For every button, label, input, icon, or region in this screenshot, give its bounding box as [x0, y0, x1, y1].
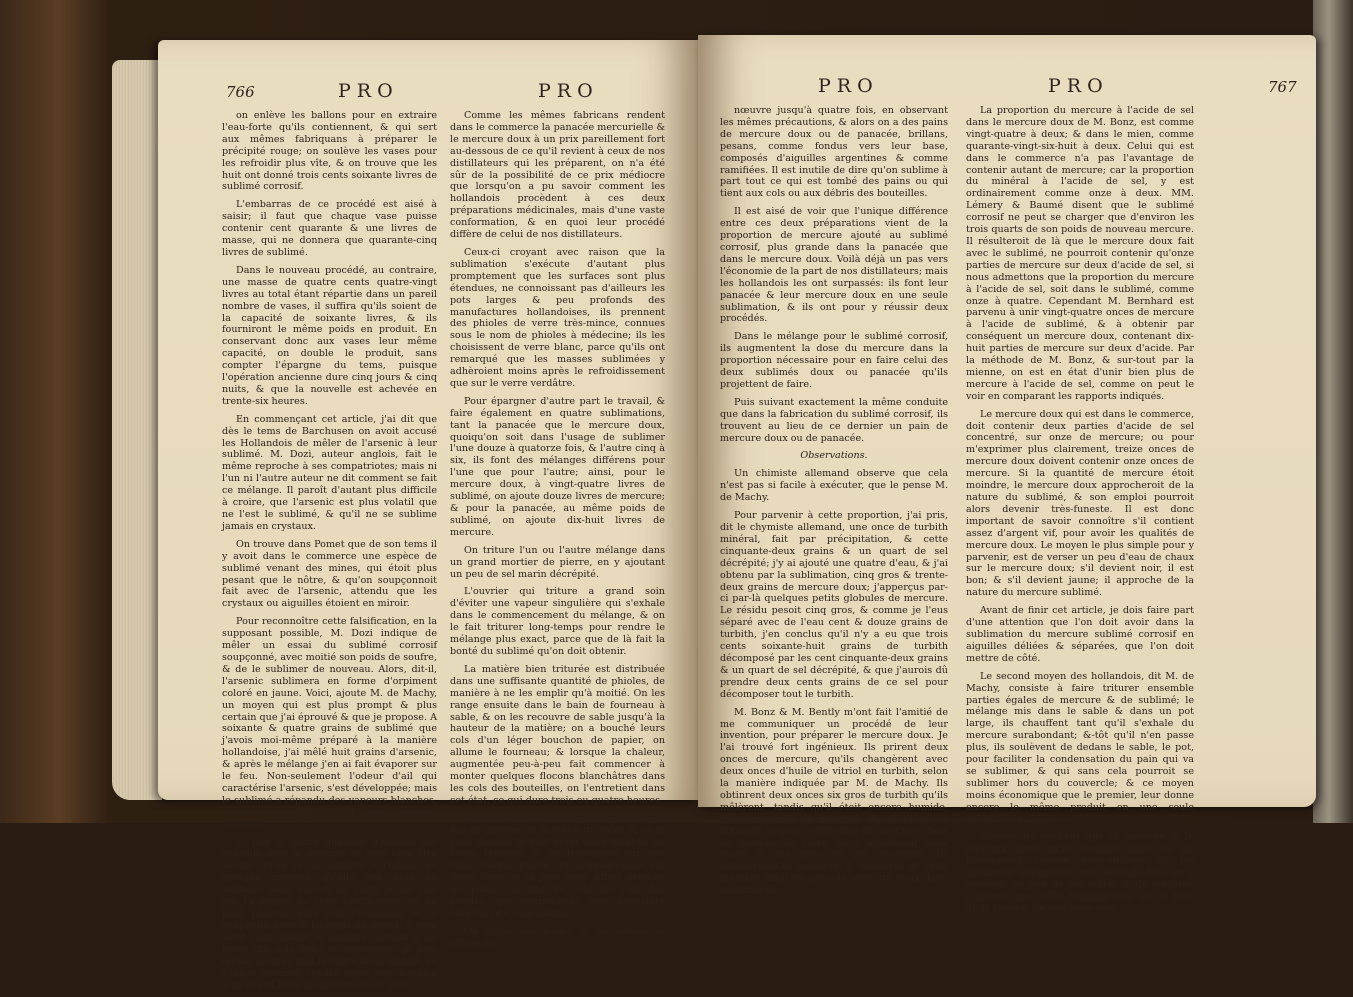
paragraph: Pour reconnoître cette falsification, en la supposant possible, M. Dozi indique de mêler un essai du sublimé corrosif soupçonné, avec moitié son poids de soufre, & de le sublimer de nouveau. Alors, dit-il, l'arsenic sublimera en forme d'orpiment coloré en jaune. Voici, ajoute M. de Machy, un moyen qui est plus prompt & plus certain que j'ai éprouvé & que je propose. A soixante & quatre grains de sublimé que j'avois moi-même préparé à la manière hollandoise, j'ai mêlé huit grains d'arsenic, & après le mélange j'en ai fait évaporer sur le feu. Non-seulement l'odeur d'ail qui caractérise l'arsenic, s'est développée; mais le sublimé a répandu des vapeurs blanches, tandis que celles de l'arsenic étoient obscures. [222, 616, 437, 830]
paragraph: On trouve dans Pomet que de son tems il y avoit dans le commerce une espèce de sublimé venant des mines, qui étoit plus pesant que le nôtre, & qu'on soupçonnoit fait avec de l'arsenic, attendu que les crystaux ou aiguilles étoient en miroir. [222, 538, 437, 610]
left-page [158, 40, 698, 991]
paragraph: L'ouvrier qui triture a grand soin d'éviter une vapeur singulière qui s'exhale dans le commencement du mélange, & on le fait triturer long-temps pour rendre le mélange plus exact, parce que de là fait la bonté du sublimé qu'on doit obtenir. [450, 586, 665, 657]
paragraph: Le mercure doux qui est dans le commerce, doit contenir deux parties d'acide de sel concentré, sur onze de mercure; ou pour m'exprimer plus clairement, treize onces de mercure doux doivent contenir onze onces de mercure. Si la quantité de mercure étoit moindre, le mercure doux approcheroit de la nature du sublimé, & son emploi pourroit alors devenir très-funeste. Il est donc important de savoir connoître s'il contient assez d'argent vif, pour avoir les qualités de mercure doux. Le moyen le plus simple pour y parvenir, est de verser un peu d'eau de chaux sur le mercure doux; s'il devient noir, il est bon; & s'il devient jaune; il approche de la nature du mercure sublimé. [966, 408, 1194, 599]
paragraph: nœuvre jusqu'à quatre fois, en observant les mêmes précautions, & alors on a des pains de mercure doux ou de panacée, brillans, pesans, comme fondus vers leur base, composés d'aiguilles argentines & comme ramifiées. Il est inutile de dire qu'on sublime à part tout ce qui est tombé des pains ou qui tient aux cols ou aux débris des bouteilles. [720, 105, 948, 200]
paragraph: Pour épargner d'autre part le travail, & faire également en quatre sublimations, tant la panacée que le mercure doux, quoiqu'on soit dans l'usage de sublimer l'une douze à quatorze fois, & l'autre cinq à six, ils font des mélanges différens pour l'une que pour l'autre; ainsi, pour le mercure doux, à vingt-quatre livres de sublimé, on ajoute douze livres de mercure; & pour la panacée, au même poids de sublimé, on ajoute dix-huit livres de mercure. [450, 395, 665, 538]
paragraph: Ceux-ci croyant avec raison que la sublimation s'exécute d'autant plus promptement que les surfaces sont plus étendues, ne connoissant pas d'ailleurs les pots larges & peu profonds des manufactures hollandoises, ils prennent des phioles de verre très-mince, connues sous le nom de phioles à médecine; ils les choisissent de verre blanc, parce qu'ils ont remarqué que les masses sublimées y adhèroient moins après le refroidissement que sur le verre verdâtre. [450, 246, 665, 389]
running-head: PRO [538, 80, 599, 102]
right-cover-edge [1313, 0, 1353, 823]
text-column-1 [720, 105, 948, 903]
paragraph: on enlève les ballons pour en extraire l'eau-forte qu'ils contiennent, & qui sert aux mêmes fabriquans à préparer le précipité rouge; on soulève les vases pour les refroidir plus vîte, & on trouve que les huit ont donné trois cents soixante livres de sublimé corrosif. [222, 110, 437, 193]
paragraph: La matière bien triturée est distribuée dans une suffisante quantité de phioles, de manière à ne les emplir qu'à moitié. On les range ensuite dans le bain de fourneau à sable, & on les recouvre de sable jusqu'à la hauteur de la matière; on a bouché leurs cols d'un léger bouchon de papier, on allume le fourneau; & lorsque la chaleur, augmentée peu-à-peu fait commencer à monter quelques flocons blanchâtres dans les cols des bouteilles, on l'entretient dans cet état, ce qui dure trois ou quatre heures. [450, 663, 665, 806]
paragraph: En commençant cet article, j'ai dit que dès le tems de Barchusen on avoit accusé les Hollandois de mêler de l'arsenic à leur sublimé. M. Dozi, auteur anglois, fait le même reproche à ses compatriotes; mais ni l'un ni l'autre auteur ne dit comment se fait ce mélange. Il paroît d'autant plus difficile à croire, que l'arsenic est plus volatil que ne l'est le sublimé, & qu'il ne se sublime jamais en crystaux. [222, 413, 437, 532]
paragraph: M. Bonz & M. Bently m'ont fait l'amitié de me communiquer un procédé de leur invention, pour préparer le mercure doux. Je l'ai trouvé fort ingénieux. Ils prirent deux onces de mercure, qu'ils changèrent avec deux onces d'huile de vitriol en turbith, selon la manière indiquée par M. de Machy. Ils obtinrent deux onces six gros de turbith qu'ils mêlèrent, tandis qu'il étoit encore humide, avec une once de mercure. Ayant broyé ce mélange jusqu'à l'extinction du mercure, dans un mortier de verre, ils y ajoutèrent deux onces & six gros de sel décrépité. Ils sublimèrent ce mélange, & obtinrent de cette manière vingt-six gros de mercure doux, bien conditionné. [720, 706, 948, 897]
page-fore-edge [112, 60, 162, 800]
text-column-2 [966, 105, 1194, 921]
paragraph: Dans le nouveau procédé, au contraire, une masse de quatre cents quatre-vingt livres au total étant répartie dans un pareil nombre de vases, il suffira qu'ils soient de la capacité de soixante livres, & ils fourniront le même poids en produit. En conservant donc aux vases leur même capacité, on double le produit, sans compter l'épargne du tems, puisque l'opération ancienne dure cinq jours & cinq nuits, & que la nouvelle est achevée en trente-six heures. [222, 264, 437, 407]
paragraph: La proportion du mercure à l'acide de sel dans le mercure doux de M. Bonz, est comme vingt-quatre à deux; & dans le mien, comme quarante-vingt-six-huit à deux. Celui qui est dans le commerce n'a pas l'avantage de contenir autant de mercure; car la proportion du minéral à l'acide de sel, y est ordinairement comme onze à deux. MM. Lémery & Baumé disent que le sublimé corrosif ne peut se charger que d'environ les trois quarts de son poids de nouveau mercure. Il résulteroit de là que le mercure doux fait avec le sublimé, ne pourroit contenir qu'onze parties de mercure sur deux d'acide de sel, si nous admettons que la proportion du mercure à l'acide de sel, soit dans le sublimé, comme onze à quatre. Cependant M. Bernhard est parvenu à unir vingt-quatre onces de mercure à l'acide de sublimé, & à obtenir par conséquent un mercure doux, contenant dix-huit parties de mercure sur deux d'acide. Par la méthode de M. Bonz, & sur-tout par la mienne, on est en état d'unir bien plus de mercure à l'acide de sel, comme on peut le voir en comparant les rapports indiqués. [966, 105, 1194, 402]
running-head: PRO [1048, 75, 1109, 97]
paragraph: Si une si petite quantité d'arsenic est sensible dans le sublimé, on peut bien être assuré qu'on la reconnoîtra à l'odeur, de quelque manière qu'elle soit unie au sublimé; mais encore un coup, je ne vois pas l'à-propos de cette falsification: on ne peut pousser plus loin l'économie & la simplicité dans la fabrique en grand; & cela suffit pour établir le sublimé corrosif à six livres dix sols dans le commerce; je puis même assurer que la fabrication établie en France pourroit rendre cette marchandise à un grand tiers au-dessous de ce prix. [222, 836, 437, 991]
page-number: 766 [226, 83, 255, 101]
paragraph: Il est aisé de voir que l'unique différence entre ces deux préparations vient de la proportion de mercure ajouté au sublimé corrosif, plus grande dans la panacée que dans le mercure doux. Voilà déjà un pas vers l'économie de la part de nos distillateurs; mais les hollandois les ont surpassés: ils font leur panacée & leur mercure doux en une seule sublimation, & ils ont pour y réussir deux procédés. [720, 206, 948, 325]
paragraph: Le second moyen des hollandois, dit M. de Machy, consiste à faire triturer ensemble parties égales de mercure & de sublimé; le mélange mis dans le sable & dans un pot large, ils chauffent tant qu'il s'exhale du mercure surabondant; &-tôt qu'il n'en passe plus, ils soulèvent de dedans le sable, le pot, pour faciliter la condensation du pain qui va se sublimer, & qui sans cela pourroit se sublimer hors du couvercle; & ce moyen moins économique que le premier, leur donne encore le même produit en une seule sublimation. [966, 670, 1194, 825]
paragraph: Pour parvenir à cette proportion, j'ai pris, dit le chymiste allemand, une once de turbith minéral, fait par précipitation, & cette cinquante-deux grains & un quart de sel décrépité; j'y ai ajouté une quatre d'eau, & j'ai obtenu par la sublimation, cinq gros & trente-deux grains de mercure doux; j'apperçus par-ci par-là quelques petits globules de mercure. Le résidu pesoit cinq gros, & comme je l'eus séparé avec de l'eau cent & douze grains de turbith, j'en conclus qu'il n'y a eu que trois cents soixante-huit grains de turbith décomposé par les cent cinquante-deux grains & un quart de sel décrépité, & que j'aurois dû prendre deux cents grains de ce sel pour décomposer tout le turbith. [720, 510, 948, 700]
running-head: PRO [338, 80, 399, 102]
paragraph: Comme ils desirent que la panacée & le mercure doux qu'ils vendent aient un air transparent comme demi-vitrifiés, ils les subliment quelquefois une seconde fois, en y ajoutant un peu de sel marin & de colcotar. J'observe que cette transparence est le fruit de la chaleur un peu forte vers [966, 831, 1194, 914]
paragraph: On broye ces pains, & on réitère la même ma- [450, 925, 665, 949]
page-number: 767 [1268, 78, 1297, 96]
paragraph: Comme les mêmes fabricans rendent dans le commerce la panacée mercurielle & le mercure doux à un prix pareillement fort au-dessous de ce qu'il revient à ceux de nos distillateurs qui les préparent, on n'a été sûr de la possibilité de ce prix médiocre que lorsqu'on a pu savoir comment les hollandois procèdent à ces deux préparations médicinales, mais d'une vaste conformation, & en quoi leur procédé diffère de celui de nos distillateurs. [450, 110, 665, 241]
running-head: PRO [818, 75, 879, 97]
paragraph: L'embarras de ce procédé est aisé à saisir; il faut que chaque vase puisse contenir cent quarante & une livres de masse, qui ne donnera que quarante-cinq livres de sublimé. [222, 199, 437, 258]
section-heading: Observations. [800, 450, 868, 462]
paragraph: On triture l'un ou l'autre mélange dans un grand mortier de pierre, en y ajoutant un peu de sel marin décrépité. [450, 544, 665, 580]
text-column-1 [222, 110, 437, 997]
right-page [698, 35, 1316, 914]
paragraph: A mesure que le sublimé d'une phiole est fini de monter, on la retire du sable & on la pose dessus; le tout étant ainsi défablé, on laisse refroidir, & on transporte sur une table chaque phiole, qui ordinairement est toute fêlée, & le plus léger effort détache les pains; on met de côté les cols des phioles qui contiennent une poussière blanche peu consistante. [450, 812, 665, 919]
paragraph: Avant de finir cet article, je dois faire part d'une attention que l'on doit avoir dans la sublimation du mercure sublimé corrosif en aiguilles déliées & séparées, que l'on doit mettre de côté. [966, 605, 1194, 664]
text-column-2 [450, 110, 665, 956]
paragraph: Dans le mélange pour le sublimé corrosif, ils augmentent la dose du mercure dans la proportion nécessaire pour en faire celui des deux sublimés doux ou panacée qu'ils projettent de faire. [720, 331, 948, 390]
paragraph: Un chimiste allemand observe que cela n'est pas si facile à exécuter, que le pense M. de Machy. [720, 468, 948, 504]
paragraph: Puis suivant exactement la même conduite que dans la fabrication du sublimé corrosif, ils trouvent au lieu de ce dernier un pain de mercure doux ou de panacée. [720, 396, 948, 444]
